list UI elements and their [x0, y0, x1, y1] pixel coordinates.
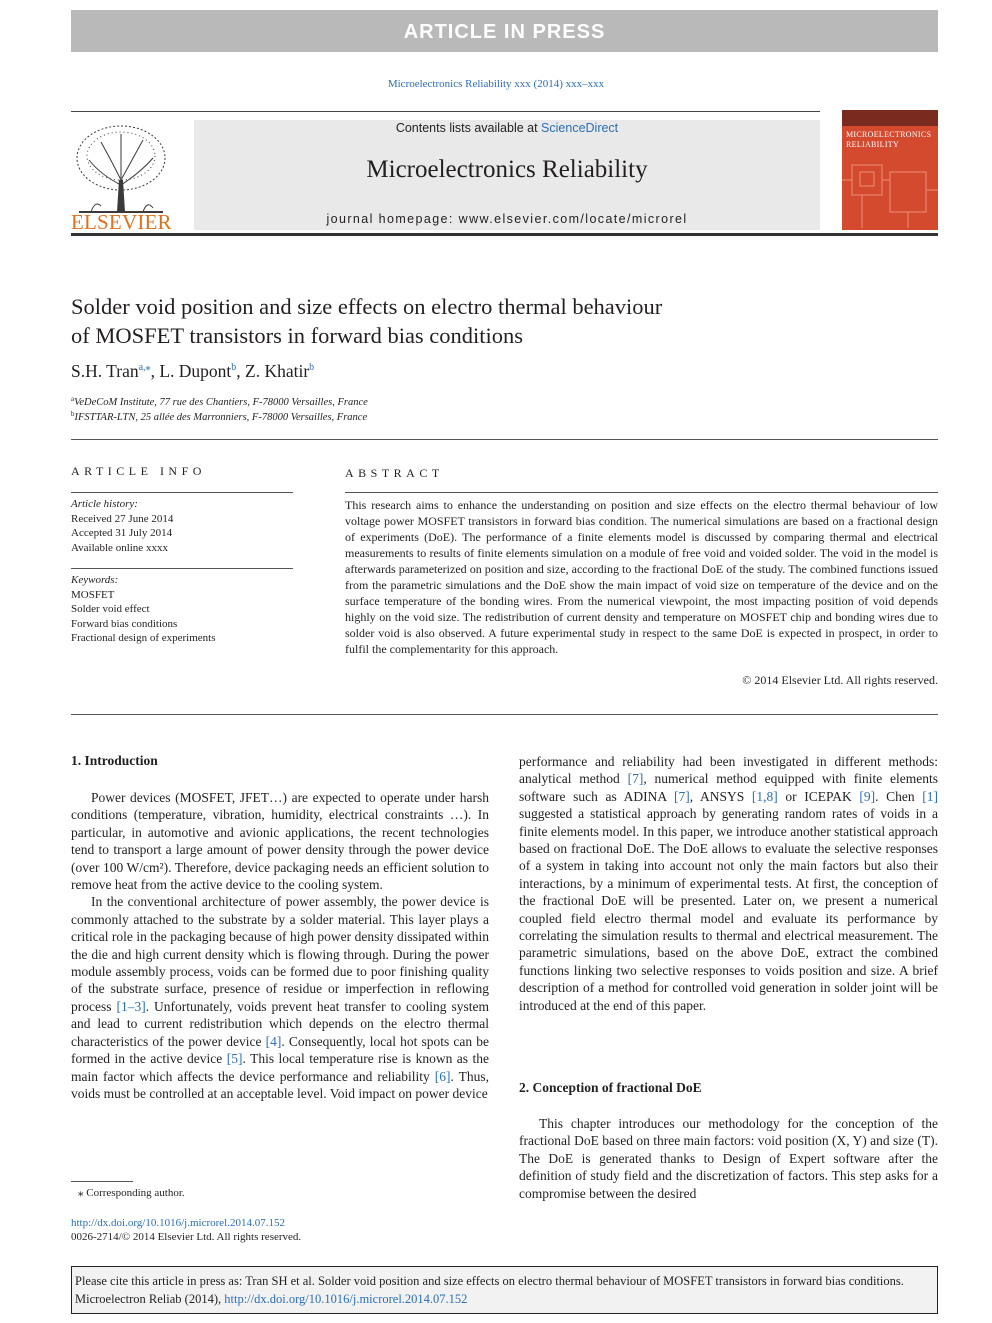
conception-body [519, 1115, 938, 1202]
divider [71, 568, 293, 569]
right-column-body [519, 753, 938, 1014]
text-run: . Thus, voids must be controlled at an acceptable level. Void impact on power device [71, 1068, 489, 1101]
cite-doi-link[interactable]: http://dx.doi.org/10.1016/j.microrel.2014.07.152 [224, 1292, 468, 1306]
article-title [71, 292, 831, 350]
citation-link[interactable]: [6] [434, 1068, 451, 1084]
keyword: Forward bias conditions [71, 617, 178, 630]
cover-art [842, 110, 938, 230]
divider [71, 714, 938, 715]
text-run: . Unfortunately, voids prevent heat transfer to cooling system and lead to current redistribution which depends on the electro thermal characteristics of the power device [71, 998, 489, 1049]
divider [71, 492, 293, 493]
affiliation-text: IFSTTAR-LTN, 25 allée des Marronniers, F-78000 Versailles, France [74, 412, 368, 423]
citation-link[interactable]: [1] [922, 788, 938, 804]
corresponding-author-footnote: ⁎ Corresponding author. [78, 1187, 185, 1199]
text-run: , ANSYS [689, 788, 752, 804]
text-run: suggested a statistical approach by generating random rates of voids in a finite elements model. In this paper, we introduce another statistical approach based on fractional DoE. The DoE allows to evaluate the selective responses of a system in taking into account not only the main factors but also their interactions, by a minimum of experimental tests. At first, the conception of the fractional DoE will be presented. Later on, we present a numerical coupled field electro thermal model and evaluate its performance by correlating the simulation results to thermal and electrical measurement. The parametric simulations, based on the above DoE, extract the combined functions linking two selective responses to voids position and size. A brief description of a method for controlled void generation in solder joint will be introduced at the end of this paper. [519, 806, 938, 1013]
elsevier-wordmark: ELSEVIER [71, 210, 172, 234]
section-heading-conception: 2. Conception of fractional DoE [519, 1080, 702, 1095]
citation-link[interactable]: [1,8] [751, 788, 778, 804]
text-run: performance and reliability had been investigated in different methods: analytical method [519, 754, 938, 787]
introduction-body [71, 789, 489, 1102]
affiliation-text: VeDeCoM Institute, 77 rue des Chantiers, F-78000 Versailles, France [74, 397, 368, 408]
abstract-text: This research aims to enhance the understanding on position and size effects on the electro thermal behaviour of low voltage power MOSFET transistors in forward bias condition. The numerical simulations are based on a fractional design of experiments (DoE). The performance of a finite elements model is discussed by comparing thermal and electrical measurements to results of finite elements simulation on a module of free void and voided solder. The void in the model is afterwards parameterized on position and size, according to the fractional DoE of the study. The combined functions issued from the parametric simulations and the DoE show the main impact of void size on temperature of the device and on the surface temperature of the bonding wires. From the numerical viewpoint, the most impacting position of void depends highly on the void size. The redistribution of current density and temperature on MOSFET chip and bonding wires due to solder void is also observed. A future experimental study in respect to the same DoE is expected in prospect, in order to fulfil the complementarity for this approach. [345, 498, 938, 656]
header-rule-top [71, 111, 820, 112]
keyword: MOSFET [71, 588, 115, 601]
citation-box [71, 1266, 938, 1314]
journal-homepage[interactable]: journal homepage: www.elsevier.com/locate/microrel [326, 212, 688, 226]
author-affiliation-sup[interactable]: a,⁎ [138, 362, 151, 373]
title-line-1: Solder void position and size effects on electro thermal behaviour [71, 294, 663, 319]
citation-link[interactable]: [1–3] [116, 998, 146, 1014]
text-run: . Consequently, local hot spots can be formed in the active device [71, 1033, 489, 1067]
history-label: Article history: [71, 498, 138, 510]
text-run: or ICEPAK [777, 788, 860, 804]
doi-link[interactable]: http://dx.doi.org/10.1016/j.microrel.2014.07.152 [71, 1217, 285, 1229]
article-in-press-banner: ARTICLE IN PRESS [71, 10, 938, 52]
affiliation-b [71, 410, 367, 423]
citation-link[interactable]: [7] [627, 771, 644, 787]
author-list: S.H. Tran$^{a,⁎}$, L. Dupont$^b$, Z. Khatir$^b$ [71, 361, 315, 381]
author-affiliation-sup[interactable]: b [309, 362, 315, 373]
citation-link[interactable]: [7] [673, 788, 690, 804]
affiliation-a [71, 395, 368, 408]
author-name: S.H. Tran [71, 361, 139, 381]
cite-text: Please cite this article in press as: Tran SH et al. Solder void position and size effects on electro thermal behaviour of MOSFET transistors in forward bias conditions. Microelectron Reliab (2014), [75, 1274, 904, 1306]
text-run: In the conventional architecture of power assembly, the power device is commonly attached to the substrate by a solder material. This layer plays a critical role in the packaging because of high power density dissipated within the die and high current density which is flowing through. During the power module assembly process, voids can be formed due to poor finishing quality of the substrate surface, presence of residue or imperfection in reflowing process [71, 894, 489, 1014]
citation-link[interactable]: [9] [859, 788, 876, 804]
contents-prefix: Contents lists available at [395, 121, 542, 135]
history-received: Received 27 June 2014 [71, 512, 174, 525]
history-online: Available online xxxx [71, 541, 168, 554]
contents-line [194, 121, 820, 135]
keyword: Solder void effect [71, 603, 150, 615]
header-rule-bottom [71, 233, 938, 236]
abstract-copyright: © 2014 Elsevier Ltd. All rights reserved. [742, 673, 938, 687]
text-run: . This local temperature rise is known as the main factor which affects the device performance and reliability [71, 1051, 490, 1084]
divider [71, 439, 938, 440]
text-run: . Chen [875, 788, 923, 804]
history-accepted: Accepted 31 July 2014 [71, 527, 173, 539]
abstract-heading: ABSTRACT [345, 466, 444, 480]
cover-title: MICROELECTRONICS RELIABILITY [846, 130, 932, 149]
author-affiliation-sup[interactable]: b [231, 362, 237, 373]
sciencedirect-link[interactable]: ScienceDirect [541, 121, 619, 135]
paragraph: Power devices (MOSFET, JFET…) are expected to operate under harsh conditions (temperature, vibration, humidity, electrical constraints …). In particular, in automotive and avionic applications, the recent technologies tend to transport a large amount of power density through the power device (over 100 W/cm²). Therefore, device packaging needs an efficient solution to remove heat from the active device to the cooling system. [71, 790, 489, 893]
issn-line: 0026-2714/© 2014 Elsevier Ltd. All rights reserved. [71, 1231, 302, 1243]
journal-cover-thumbnail[interactable] [842, 110, 938, 230]
author-name: Z. Khatir [245, 361, 310, 381]
citation-link[interactable]: [5] [226, 1051, 243, 1067]
text-run: , numerical method equipped with finite elements software such as ADINA [519, 771, 938, 804]
keywords-label: Keywords: [71, 574, 119, 586]
title-line-2: of MOSFET transistors in forward bias conditions [71, 323, 524, 348]
footnote-rule [71, 1181, 133, 1182]
paragraph: This chapter introduces our methodology for the conception of the fractional DoE based on three main factors: void position (X, Y) and size (T). The DoE is generated thanks to Design of Expert software after the definition of study field and the discretization of factors. This step asks for a compromise between the desired [519, 1116, 938, 1201]
article-info-heading: ARTICLE INFO [71, 464, 206, 478]
section-heading-introduction: 1. Introduction [71, 753, 158, 768]
article-history [71, 497, 293, 555]
journal-title: Microelectronics Reliability [366, 156, 648, 183]
citation-link[interactable]: [4] [265, 1033, 282, 1049]
divider [345, 492, 938, 493]
affiliation-sup: a [71, 395, 75, 403]
author-name: L. Dupont [159, 361, 232, 381]
journal-reference-link[interactable]: Microelectronics Reliability xxx (2014) xxx–xxx [387, 78, 605, 90]
paragraph [71, 893, 489, 1102]
keywords [71, 573, 293, 646]
keyword: Fractional design of experiments [71, 632, 216, 644]
affiliation-sup: b [71, 410, 75, 418]
paragraph [519, 753, 938, 1014]
